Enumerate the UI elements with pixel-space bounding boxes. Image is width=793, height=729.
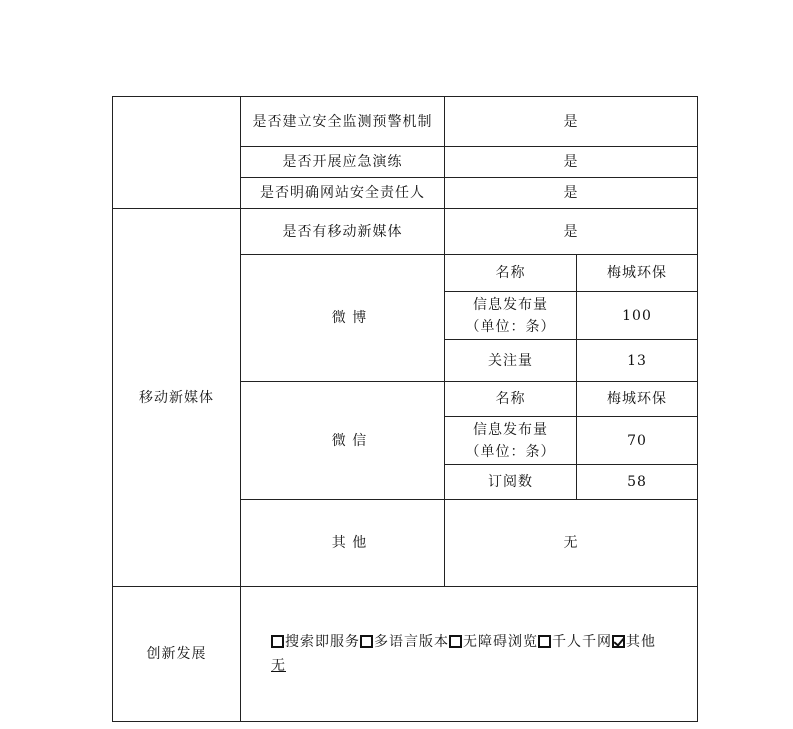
other-value: 无 bbox=[445, 500, 698, 587]
option-search-service: 搜索即服务 bbox=[285, 634, 360, 650]
wechat-posts-label bbox=[445, 417, 577, 465]
checkbox-search-service[interactable] bbox=[271, 635, 284, 648]
media-row-has-media bbox=[113, 209, 698, 255]
security-label: 是否开展应急演练 bbox=[241, 147, 445, 178]
wechat-posts-value: 70 bbox=[577, 417, 698, 465]
option-other: 其他 bbox=[626, 634, 656, 650]
innovation-row bbox=[113, 587, 698, 722]
checkbox-other[interactable] bbox=[612, 635, 625, 648]
security-label: 是否明确网站安全责任人 bbox=[241, 178, 445, 209]
innovation-options-cell bbox=[241, 587, 698, 722]
weibo-posts-value: 100 bbox=[577, 292, 698, 340]
security-value: 是 bbox=[445, 178, 698, 209]
weibo-posts-label-line2: （单位：条） bbox=[465, 318, 556, 335]
weibo-label: 微 博 bbox=[241, 255, 445, 382]
wechat-posts-label-line1: 信息发布量 bbox=[473, 421, 548, 438]
wechat-label: 微 信 bbox=[241, 382, 445, 500]
weibo-followers-label: 关注量 bbox=[445, 340, 577, 382]
checkbox-accessibility[interactable] bbox=[449, 635, 462, 648]
security-label: 是否建立安全监测预警机制 bbox=[241, 97, 445, 147]
security-value: 是 bbox=[445, 147, 698, 178]
innovation-section-label: 创新发展 bbox=[113, 587, 241, 722]
option-accessibility: 无障碍浏览 bbox=[463, 634, 538, 650]
checkbox-personalized[interactable] bbox=[538, 635, 551, 648]
option-multilingual: 多语言版本 bbox=[374, 634, 449, 650]
wechat-name-label: 名称 bbox=[445, 382, 577, 417]
wechat-subscribers-value: 58 bbox=[577, 465, 698, 500]
weibo-name-label: 名称 bbox=[445, 255, 577, 292]
security-value: 是 bbox=[445, 97, 698, 147]
report-table bbox=[112, 96, 698, 722]
option-personalized: 千人千网 bbox=[552, 634, 612, 650]
checkbox-multilingual[interactable] bbox=[360, 635, 373, 648]
weibo-followers-value: 13 bbox=[577, 340, 698, 382]
weibo-posts-label bbox=[445, 292, 577, 340]
weibo-name-value: 梅城环保 bbox=[577, 255, 698, 292]
security-row-monitoring bbox=[113, 97, 698, 147]
media-section-label: 移动新媒体 bbox=[113, 209, 241, 587]
has-media-value: 是 bbox=[445, 209, 698, 255]
has-media-label: 是否有移动新媒体 bbox=[241, 209, 445, 255]
innovation-other-value: 无 bbox=[271, 658, 286, 674]
security-section-cell bbox=[113, 97, 241, 209]
innovation-options bbox=[271, 631, 697, 653]
wechat-subscribers-label: 订阅数 bbox=[445, 465, 577, 500]
other-label: 其 他 bbox=[241, 500, 445, 587]
wechat-name-value: 梅城环保 bbox=[577, 382, 698, 417]
weibo-posts-label-line1: 信息发布量 bbox=[473, 296, 548, 313]
wechat-posts-label-line2: （单位：条） bbox=[465, 443, 556, 460]
